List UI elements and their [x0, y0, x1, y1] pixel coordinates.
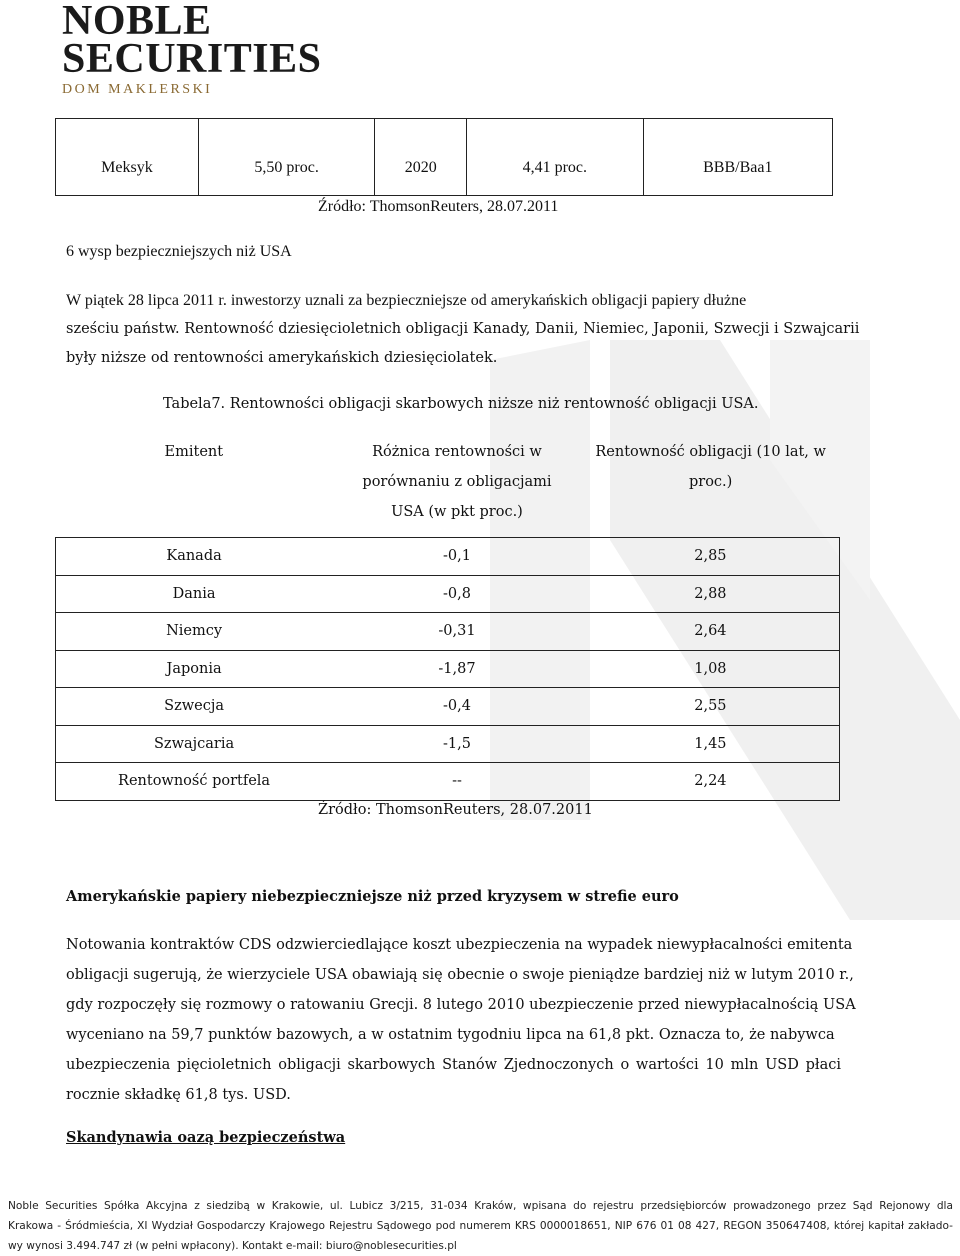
column-header-text: proc.) — [688, 474, 733, 490]
table-cell: Dania — [56, 575, 333, 613]
footer-line: Krakowa - Śródmieścia, XI Wydział Gospodarczy Krajowego Rejestru Sądowego pod numerem KRS 0000018651, NIP 676 01 08 427, REGON 350647408, której kapitał zakłado- — [8, 1220, 953, 1232]
column-header-text: Emitent — [164, 444, 224, 460]
table-cell: Szwecja — [56, 688, 333, 726]
column-header-text: Różnica rentowności w — [372, 444, 542, 460]
table-cell: Niemcy — [56, 613, 333, 651]
table-cell: 2,64 — [582, 613, 840, 651]
page-footer — [8, 1196, 953, 1256]
table-cell: Meksyk — [56, 119, 199, 196]
section-heading: Skandynawia oazą bezpieczeństwa — [66, 1129, 346, 1146]
table-row — [56, 688, 840, 726]
paragraph-line: Notowania kontraktów CDS odzwierciedlające koszt ubezpieczenia na wypadek niewypłacalności emitenta — [66, 937, 853, 953]
table-row — [56, 763, 840, 801]
table-cell: Szwajcaria — [56, 725, 333, 763]
table-row — [56, 575, 840, 613]
table-cell: -1,5 — [332, 725, 582, 763]
table-cell: -0,1 — [332, 538, 582, 576]
table-cell: BBB/Baa1 — [643, 119, 832, 196]
section-heading: 6 wysp bezpieczniejszych niż USA — [66, 243, 292, 260]
footer-line: Noble Securities Spółka Akcyjna z siedzibą w Krakowie, ul. Lubicz 3/215, 31-034 Kraków, wpisana do rejestru przedsiębiorców prowadzonego przez Sąd Rejonowy dla — [8, 1200, 953, 1212]
bond-yield-table — [55, 437, 840, 801]
table-cell: 2,85 — [582, 538, 840, 576]
table-row — [56, 650, 840, 688]
table-cell: Japonia — [56, 650, 333, 688]
table-cell: 2,88 — [582, 575, 840, 613]
paragraph — [66, 930, 856, 1110]
column-header — [582, 437, 840, 538]
paragraph-line: wyceniano na 59,7 punktów bazowych, a w ostatnim tygodniu lipca na 61,8 pkt. Oznacza to, że nabywca — [66, 1027, 835, 1043]
table-cell: -0,4 — [332, 688, 582, 726]
column-header — [332, 437, 582, 538]
table-row — [56, 538, 840, 576]
table-cell: 1,08 — [582, 650, 840, 688]
table-row — [56, 613, 840, 651]
logo-line-3: DOM MAKLERSKI — [62, 82, 213, 97]
table-row — [56, 119, 833, 196]
paragraph — [66, 286, 860, 373]
table-cell: 2,55 — [582, 688, 840, 726]
paragraph-line: gdy rozpoczęły się rozmowy o ratowaniu Grecji. 8 lutego 2010 ubezpieczenie przed niewypłacalnością USA — [66, 997, 856, 1013]
table-source: Źródło: ThomsonReuters, 28.07.2011 — [318, 198, 559, 215]
paragraph-line: były niższe od rentowności amerykańskich dziesięciolatek. — [66, 350, 498, 366]
table-cell: 2,24 — [582, 763, 840, 801]
column-header-text: USA (w pkt proc.) — [391, 504, 523, 520]
logo-line-2: SECURITIES — [62, 36, 322, 82]
table-row — [56, 725, 840, 763]
rating-table-fragment — [55, 118, 833, 196]
section-heading: Amerykańskie papiery niebezpieczniejsze niż przed kryzysem w strefie euro — [66, 888, 679, 905]
table-source: Źródło: ThomsonReuters, 28.07.2011 — [318, 802, 593, 818]
paragraph-line: ubezpieczenia pięcioletnich obligacji skarbowych Stanów Zjednoczonych o wartości 10 mln USD płaci — [66, 1057, 841, 1073]
table-cell: 2020 — [375, 119, 467, 196]
table-cell: Rentowność portfela — [56, 763, 333, 801]
logo-line-1: NOBLE — [62, 0, 212, 44]
paragraph-line: sześciu państw. Rentowność dziesięcioletnich obligacji Kanady, Danii, Niemiec, Japonii, Szwecji i Szwajcarii — [66, 321, 860, 337]
table-cell: -- — [332, 763, 582, 801]
paragraph-line: W piątek 28 lipca 2011 r. inwestorzy uznali za bezpieczniejsze od amerykańskich obligacji papiery dłużne — [66, 292, 747, 309]
table-cell: Kanada — [56, 538, 333, 576]
table-cell: -0,31 — [332, 613, 582, 651]
column-header-text: porównaniu z obligacjami — [362, 474, 552, 490]
footer-line: wy wynosi 3.494.747 zł (w pełni wpłacony). Kontakt e-mail: biuro@noblesecurities.pl — [8, 1240, 457, 1252]
table-cell: -0,8 — [332, 575, 582, 613]
table-cell: 1,45 — [582, 725, 840, 763]
table-caption: Tabela7. Rentowności obligacji skarbowych niższe niż rentowność obligacji USA. — [163, 396, 759, 412]
paragraph-line: rocznie składkę 61,8 tys. USD. — [66, 1087, 291, 1103]
column-header-text: Rentowność obligacji (10 lat, w — [595, 444, 826, 460]
paragraph-line: obligacji sugerują, że wierzyciele USA obawiają się obecnie o swoje pieniądze bardziej niż w lutym 2010 r., — [66, 967, 854, 983]
company-logo — [62, 2, 321, 98]
column-header — [56, 437, 333, 538]
table-cell: 4,41 proc. — [467, 119, 644, 196]
table-header-row — [56, 437, 840, 538]
table-cell: -1,87 — [332, 650, 582, 688]
table-cell: 5,50 proc. — [198, 119, 375, 196]
